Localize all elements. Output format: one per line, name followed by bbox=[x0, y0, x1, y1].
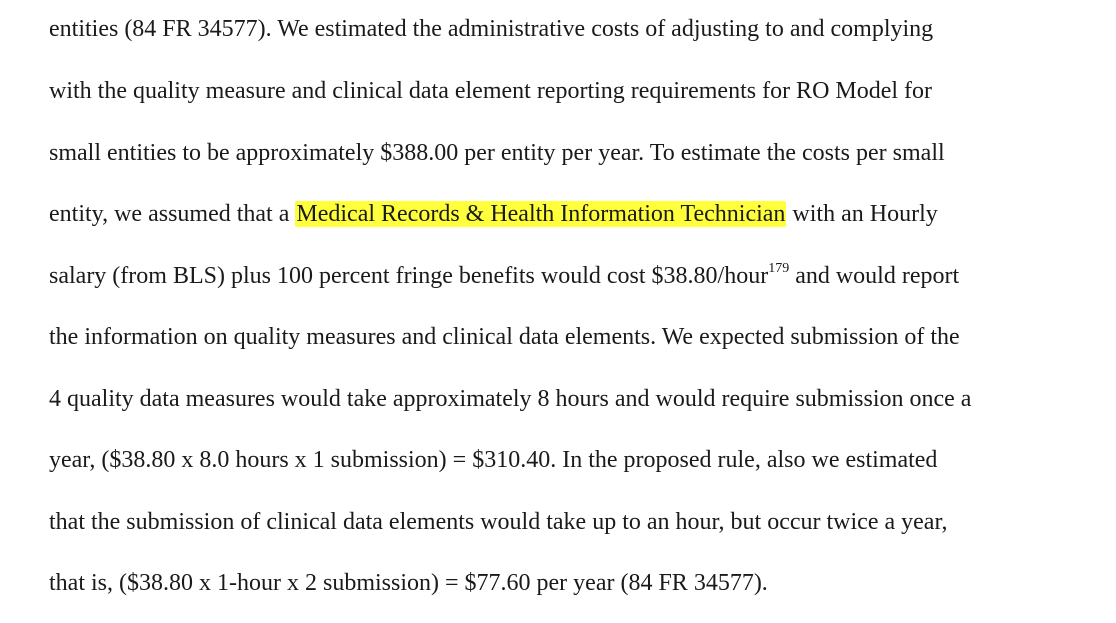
text-line: year, ($38.80 x 8.0 hours x 1 submission) = $310.40. In the proposed rule, also we estimated bbox=[49, 447, 938, 473]
text-line: that the submission of clinical data elements would take up to an hour, but occur twice a year, bbox=[49, 509, 948, 535]
text-line bbox=[49, 261, 959, 291]
text-segment: salary (from BLS) plus 100 percent fringe benefits would cost $38.80/hour bbox=[49, 263, 769, 289]
text-segment: and would report bbox=[789, 263, 960, 289]
text-line: with the quality measure and clinical data element reporting requirements for RO Model for bbox=[49, 78, 933, 104]
highlighted-text: Medical Records & Health Information Technician bbox=[296, 201, 786, 227]
text-line bbox=[49, 199, 938, 229]
text-line: that is, ($38.80 x 1-hour x 2 submission) = $77.60 per year (84 FR 34577). bbox=[49, 570, 768, 596]
text-line: the information on quality measures and clinical data elements. We expected submission of the bbox=[49, 324, 960, 350]
text-segment: with an Hourly bbox=[786, 201, 938, 227]
text-line: entities (84 FR 34577). We estimated the administrative costs of adjusting to and complying bbox=[49, 16, 934, 42]
text-segment: entity, we assumed that a bbox=[49, 201, 296, 227]
text-line: small entities to be approximately $388.00 per entity per year. To estimate the costs per small bbox=[49, 140, 945, 166]
text-line: 4 quality data measures would take approximately 8 hours and would require submission once a bbox=[49, 386, 972, 412]
footnote-reference[interactable]: 179 bbox=[768, 261, 790, 276]
